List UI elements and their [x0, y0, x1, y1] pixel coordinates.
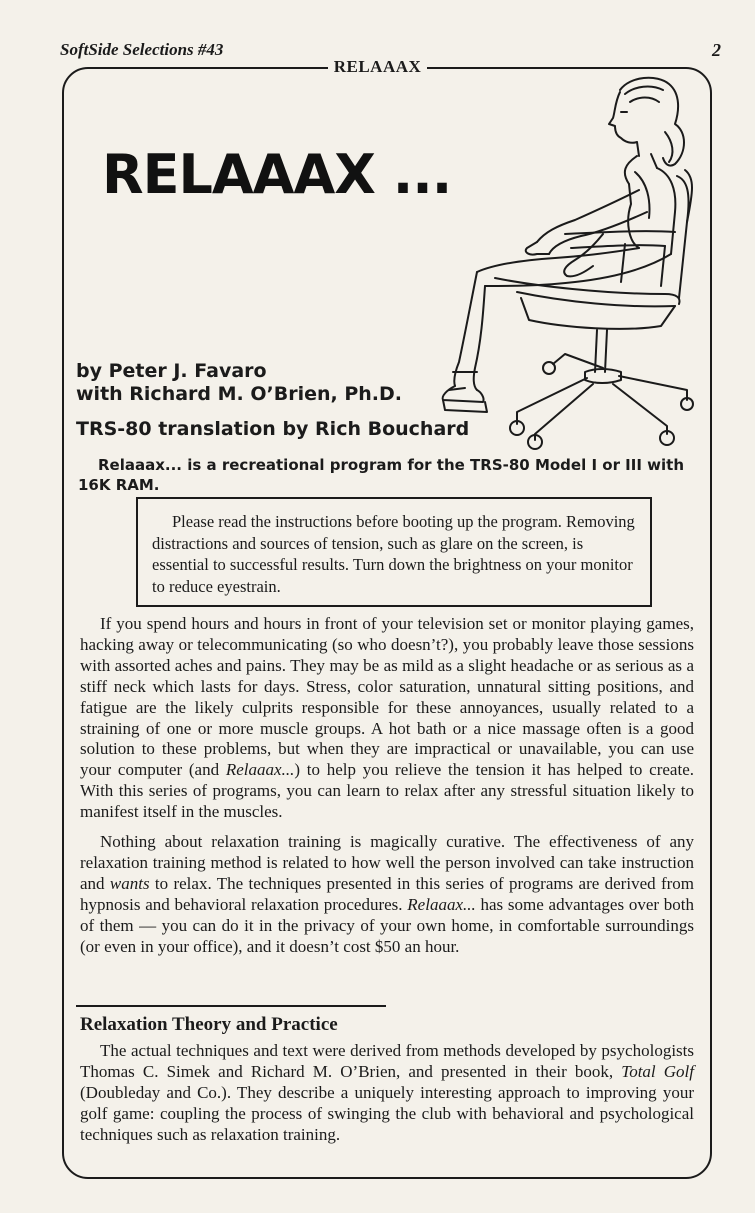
woman-in-office-chair-illustration [425, 72, 710, 452]
section-heading: Relaxation Theory and Practice [80, 1014, 338, 1035]
body-paragraph: The actual techniques and text were derived from methods developed by psychologists Thomas C. Simek and Richard M. O’Brien, and presented in their book, Total Golf (Doubleday and Co.). They describe a uniquely interesting approach to improving your golf game: coupling the process of swinging the club with behavioral and psychological techniques such as relaxation training. [80, 1041, 694, 1144]
body-paragraph: If you spend hours and hours in front of your television set or monitor playing games, hacking away or telecommunicating (so who doesn’t?), you probably leave those sessions with assorted aches and pains. They may be as mild as a slight headache or as serious as a stiff neck which lasts for days. Stress, color saturation, unnatural sitting positions, and fatigue are the likely culprits responsible for these annoyances, usually related to a straining of one or more muscle groups. A hot bath or a nice massage often is a good solution to these problems, but when they are impractical or unavailable, you can use your computer (and Relaaax...) to help you relieve the tension it has helped to create. With this series of programs, you can learn to relax after any stressful situation likely to manifest itself in the muscles. [80, 614, 694, 822]
notice-box: Please read the instructions before booting up the program. Removing distractions and sources of tension, such as glare on the screen, is essential to successful results. Turn down the brightness on your monitor to reduce eyestrain. [136, 497, 652, 607]
author-line: by Peter J. Favaro [76, 360, 267, 382]
section-divider [76, 1005, 386, 1007]
section-title: RELAAAX [0, 57, 755, 77]
byline [76, 360, 402, 406]
article-title: RELAAAX ... [102, 143, 452, 206]
publication-name: SoftSide Selections #43 [60, 40, 224, 59]
body-paragraph: Nothing about relaxation training is magically curative. The effectiveness of any relaxation training method is related to how well the person involved can take instruction and wants to relax. The techniques presented in this series of programs are derived from hypnosis and behavioral relaxation procedures. Relaaax... has some advantages over both of them — you can do it in the privacy of your own home, in comfortable surroundings (or even in your office), and it doesn’t cost $50 an hour. [80, 832, 694, 956]
page-number: 2 [712, 40, 721, 60]
translation-credit: TRS-80 translation by Rich Bouchard [76, 418, 470, 440]
coauthor-line: with Richard M. O’Brien, Ph.D. [76, 383, 403, 405]
intro-text: Relaaax... is a recreational program for the TRS-80 Model I or III with 16K RAM. [78, 456, 684, 494]
